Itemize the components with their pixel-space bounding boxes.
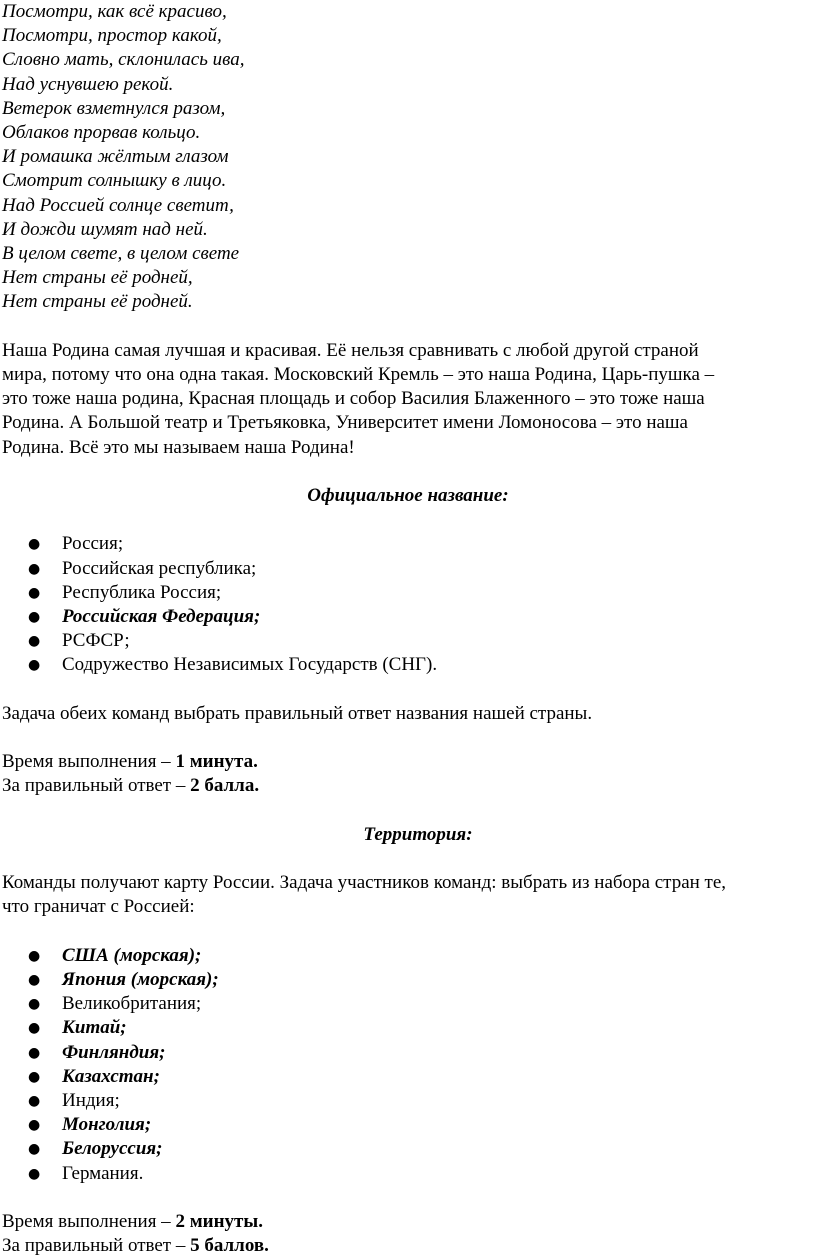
task-text-official-name: Задача обеих команд выбрать правильный ответ названия нашей страны.: [2, 702, 593, 724]
list-item-text-correct: Белоруссия;: [62, 1138, 163, 1160]
task-line: что граничат с Россией:: [2, 896, 195, 918]
poem-line: В целом свете, в целом свете: [2, 243, 240, 265]
list-item-text: РСФСР;: [62, 630, 130, 652]
score-2: [2, 1234, 814, 1258]
poem-line: Смотрит солнышку в лицо.: [2, 170, 227, 192]
bullet-icon: ●: [28, 657, 41, 674]
time-limit-2: [2, 1210, 814, 1234]
intro-line: Родина. А Большой театр и Третьяковка, Университет имени Ломоносова – это наша: [2, 412, 688, 434]
poem-line: Ветерок взметнулся разом,: [2, 97, 226, 119]
poem-line: Облаков прорвав кольцо.: [2, 122, 201, 144]
poem-line: Над уснувшею рекой.: [2, 73, 174, 95]
time-label: Время выполнения –: [2, 751, 176, 773]
list-item-text-correct: Финляндия;: [62, 1041, 166, 1063]
score-label: За правильный ответ –: [2, 775, 191, 797]
poem-line: Над Россией солнце светит,: [2, 194, 234, 216]
list-item-text-correct: Казахстан;: [62, 1065, 160, 1087]
bullet-icon: ●: [28, 1044, 41, 1061]
task-text-territory: [2, 871, 814, 919]
score-value: 5 баллов.: [190, 1235, 269, 1257]
time-limit-1: [2, 750, 814, 774]
bullet-icon: ●: [28, 996, 41, 1013]
bullet-icon: ●: [28, 972, 41, 988]
list-item-text-correct: Япония (морская);: [62, 969, 219, 990]
poem: [2, 0, 814, 315]
bullet-icon: ●: [28, 536, 41, 553]
list-item-text-correct: Российская Федерация;: [62, 606, 261, 628]
poem-line: Нет страны её родней,: [2, 267, 193, 289]
intro-line: это тоже наша родина, Красная площадь и собор Василия Блаженного – это тоже наша: [2, 388, 705, 410]
time-value: 1 минута.: [175, 751, 258, 773]
list-item: [2, 605, 814, 629]
list-item: [2, 1162, 814, 1186]
bullet-icon: ●: [28, 560, 41, 577]
bullet-icon: ●: [28, 609, 41, 626]
section-heading-territory: Территория:: [363, 823, 473, 845]
list-item: [2, 1065, 814, 1089]
list-item-text: Российская республика;: [62, 557, 257, 579]
list-item: [2, 1016, 814, 1040]
list-item-text: Россия;: [62, 533, 124, 555]
bullet-icon: ●: [28, 1141, 41, 1158]
bullet-icon: ●: [28, 633, 41, 650]
list-item-text: Великобритания;: [62, 993, 202, 1015]
score-label: За правильный ответ –: [2, 1235, 191, 1257]
list-item-text-correct: США (морская);: [62, 944, 202, 966]
list-item: [2, 1137, 814, 1161]
list-item-text: Германия.: [62, 1162, 144, 1184]
bullet-icon: ●: [28, 1093, 41, 1110]
bullet-icon: ●: [28, 947, 41, 964]
poem-line: И ромашка жёлтым глазом: [2, 146, 229, 168]
list-item-text: Индия;: [62, 1090, 120, 1112]
list-item: [2, 532, 814, 556]
intro-line: Родина. Всё это мы называем наша Родина!: [2, 436, 355, 458]
poem-line: Посмотри, простор какой,: [2, 25, 222, 47]
list-item: [2, 1113, 814, 1137]
score-1: [2, 774, 814, 798]
list-item: [2, 557, 814, 581]
intro-line: мира, потому что она одна такая. Московский Кремль – это наша Родина, Царь-пушка –: [2, 364, 715, 386]
poem-line: И дожди шумят над ней.: [2, 218, 208, 240]
document-page: [2, 0, 814, 1258]
bordering-countries-options: [2, 944, 814, 1186]
score-value: 2 балла.: [190, 775, 260, 797]
official-name-options: [2, 532, 814, 677]
intro-line: Наша Родина самая лучшая и красивая. Её нельзя сравнивать с любой другой страной: [2, 339, 699, 361]
list-item: [2, 968, 814, 992]
bullet-icon: ●: [28, 1020, 41, 1037]
list-item: [2, 653, 814, 677]
time-value: 2 минуты.: [175, 1211, 263, 1233]
list-item-text: Содружество Независимых Государств (СНГ).: [62, 654, 438, 676]
list-item: [2, 1041, 814, 1065]
list-item-text-correct: Монголия;: [62, 1114, 152, 1136]
time-label: Время выполнения –: [2, 1211, 176, 1233]
list-item-text: Республика Россия;: [62, 581, 222, 603]
poem-line: Нет страны её родней.: [2, 291, 193, 313]
bullet-icon: ●: [28, 1165, 41, 1182]
poem-line: Словно мать, склонилась ива,: [2, 49, 245, 71]
intro-paragraph: [2, 339, 814, 460]
list-item: [2, 1089, 814, 1113]
list-item: [2, 944, 814, 968]
bullet-icon: ●: [28, 1117, 41, 1134]
bullet-icon: ●: [28, 1068, 41, 1085]
list-item: [2, 992, 814, 1016]
bullet-icon: ●: [28, 584, 41, 601]
list-item: [2, 581, 814, 605]
list-item-text-correct: Китай;: [62, 1017, 127, 1039]
poem-line: Посмотри, как всё красиво,: [2, 1, 227, 22]
section-heading-official-name: Официальное название:: [307, 485, 509, 507]
list-item: [2, 629, 814, 653]
task-line: Команды получают карту России. Задача участников команд: выбрать из набора стран те,: [2, 872, 727, 894]
